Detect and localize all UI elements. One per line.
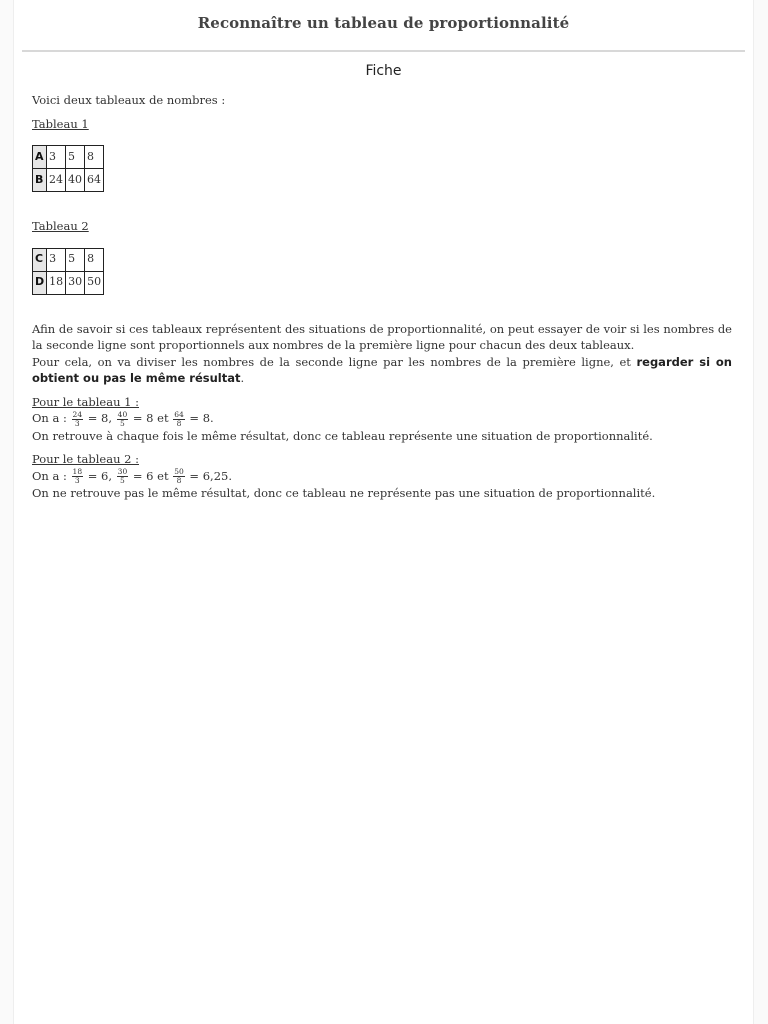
table-cell: 3 (47, 146, 66, 169)
table-row (33, 146, 104, 169)
fraction (117, 468, 129, 485)
table-cell: 50 (85, 271, 104, 294)
document-content (32, 92, 732, 502)
calc-conclusion: On retrouve à chaque fois le même résultat, donc ce tableau représente une situation de proportionnalité. (32, 428, 653, 443)
table-cell: 5 (66, 146, 85, 169)
fraction-denominator: 3 (74, 418, 80, 428)
calc-text: = 6,25. (185, 468, 232, 483)
explanation-line (32, 354, 732, 387)
table-cell: 5 (66, 248, 85, 271)
calc-heading: Pour le tableau 1 : (32, 394, 139, 409)
page-title: Reconnaître un tableau de proportionnalité (197, 14, 570, 32)
calc-line (32, 410, 732, 428)
table-cell: 30 (66, 271, 85, 294)
table-cell: 24 (47, 169, 66, 192)
fraction (173, 468, 185, 485)
fraction-denominator: 8 (176, 476, 182, 485)
fraction-denominator: 5 (120, 418, 125, 428)
fraction-numerator: 30 (117, 467, 128, 476)
table-cell: 8 (85, 146, 104, 169)
explanation-paragraph (32, 321, 732, 387)
fraction (173, 411, 185, 428)
calc-heading: Pour le tableau 2 : (32, 452, 139, 466)
explanation-line: Afin de savoir si ces tableaux représentent des situations de proportionnalité, on peut essayer de voir si les nombres de la seconde ligne sont proportionnels aux nombres de la première ligne pour chacun des deux tableaux. (32, 321, 732, 352)
fraction (72, 411, 84, 428)
table2-label: Tableau 2 (32, 219, 89, 233)
table-cell: 18 (47, 271, 66, 294)
row-header: A (33, 146, 47, 169)
table-cell: 64 (85, 169, 104, 192)
fraction-numerator: 50 (174, 467, 184, 476)
table-cell: 3 (47, 248, 66, 271)
table-row (33, 169, 104, 192)
table-row (33, 271, 104, 294)
fraction-numerator: 64 (174, 409, 184, 419)
intro-text: Voici deux tableaux de nombres : (32, 93, 226, 107)
explanation-emphasis: regarder si on obtient ou pas le même résultat (32, 354, 732, 385)
calc-text: On a : (32, 411, 71, 425)
fraction-numerator: 40 (117, 409, 128, 419)
fraction-denominator: 8 (176, 418, 182, 428)
calc-section-2 (32, 451, 732, 502)
page-sheet (13, 0, 754, 1024)
fraction (72, 468, 84, 485)
calc-text: On a : (32, 468, 71, 483)
header-divider (22, 50, 745, 52)
table1-label: Tableau 1 (32, 116, 89, 131)
fraction-denominator: 3 (74, 476, 80, 485)
calc-conclusion: On ne retrouve pas le même résultat, donc ce tableau ne représente pas une situation de proportionnalité. (32, 486, 656, 500)
table-cell: 8 (85, 248, 104, 271)
row-header: C (33, 248, 47, 271)
table-row (33, 248, 104, 271)
explanation-text: . (240, 371, 245, 385)
table-cell: 40 (66, 169, 85, 192)
calc-section-1 (32, 394, 732, 445)
row-header: B (33, 169, 47, 192)
calc-text: = 6, (84, 468, 116, 483)
calc-line (32, 468, 732, 486)
calc-text: = 8. (185, 411, 214, 425)
fraction-numerator: 18 (72, 467, 83, 476)
fraction-denominator: 5 (120, 476, 125, 485)
fiche-title: Fiche (365, 63, 402, 79)
table1 (32, 145, 104, 192)
table2 (32, 248, 104, 295)
calc-text: = 6 et (129, 468, 173, 483)
calc-text: = 8, (84, 411, 116, 425)
explanation-text: Pour cela, on va diviser les nombres de la seconde ligne par les nombres de la première ligne, et (32, 354, 637, 369)
fraction-numerator: 24 (72, 409, 83, 419)
fraction (117, 411, 129, 428)
calc-text: = 8 et (129, 411, 173, 425)
row-header: D (33, 271, 47, 294)
